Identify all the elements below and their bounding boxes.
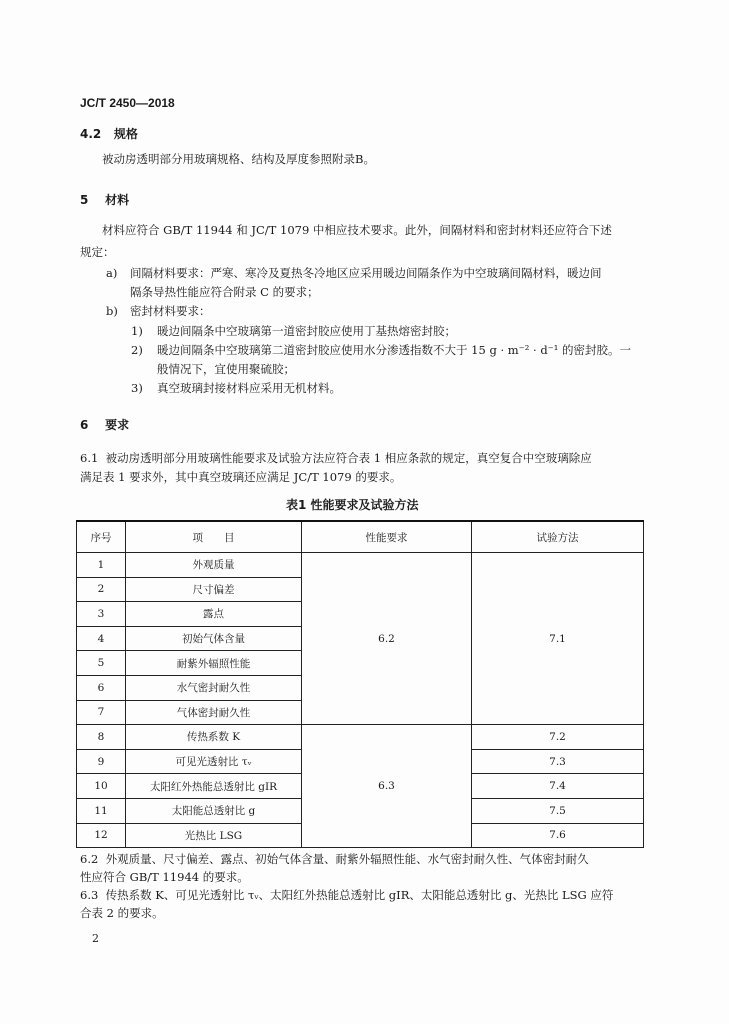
row-number: 1 (77, 553, 126, 578)
row-number: 3 (77, 602, 126, 627)
section-6-1-line1 (80, 451, 592, 465)
method-cell: 7.5 (472, 798, 644, 823)
col-header-requirement: 性能要求 (302, 521, 472, 553)
item-b3-label: 3) (131, 381, 143, 395)
row-number: 9 (77, 749, 126, 774)
row-item: 初始气体含量 (126, 626, 302, 651)
section-number: 5 (80, 193, 89, 207)
row-item: 可见光透射比 τᵥ (126, 749, 302, 774)
col-header-item: 项 目 (126, 521, 302, 553)
row-item: 耐紫外辐照性能 (126, 651, 302, 676)
section-6-2-line1 (80, 852, 589, 866)
table-header-row (77, 521, 644, 553)
item-b3-text: 真空玻璃封接材料应采用无机材料。 (157, 381, 341, 395)
section-4-2-heading (80, 125, 138, 142)
requirement-cell: 6.2 (302, 553, 472, 725)
method-cell: 7.1 (472, 553, 644, 725)
section-number: 6.2 (80, 852, 99, 866)
method-cell: 7.3 (472, 749, 644, 774)
row-item: 水气密封耐久性 (126, 675, 302, 700)
row-number: 5 (77, 651, 126, 676)
col-header-method: 试验方法 (472, 521, 644, 553)
section-5-heading (80, 191, 129, 208)
item-a-label: a) (106, 266, 118, 280)
row-item: 传热系数 K (126, 725, 302, 750)
section-number: 6.3 (80, 888, 99, 902)
row-number: 10 (77, 774, 126, 799)
document-code: JC/T 2450—2018 (80, 96, 175, 110)
item-b2-label: 2) (131, 343, 143, 357)
item-a-line1: 间隔材料要求：严寒、寒冷及夏热冬冷地区应采用暖边间隔条作为中空玻璃间隔材料，暖边间 (130, 266, 602, 280)
row-item: 太阳红外热能总透射比 gIR (126, 774, 302, 799)
row-number: 2 (77, 577, 126, 602)
method-cell: 7.4 (472, 774, 644, 799)
item-b-line1: 密封材料要求： (130, 304, 211, 318)
table-row (77, 553, 644, 578)
section-6-3-line1 (80, 888, 613, 902)
section-title: 规格 (113, 127, 138, 141)
item-b1-label: 1) (131, 324, 143, 338)
row-item: 太阳能总透射比 g (126, 798, 302, 823)
method-cell: 7.6 (472, 823, 644, 848)
section-6-heading (80, 416, 129, 433)
section-6-2-text: 外观质量、尺寸偏差、露点、初始气体含量、耐紫外辐照性能、水气密封耐久性、气体密封耐久 (105, 852, 589, 866)
row-number: 7 (77, 700, 126, 725)
section-4-2-body: 被动房透明部分用玻璃规格、结构及厚度参照附录B。 (102, 152, 375, 166)
row-item: 气体密封耐久性 (126, 700, 302, 725)
row-number: 4 (77, 626, 126, 651)
item-b2-line1: 暖边间隔条中空玻璃第二道密封胶应使用水分渗透指数不大于 15 g · m⁻² · d⁻¹ 的密封胶。一 (157, 343, 632, 357)
performance-table (76, 520, 644, 848)
table-row (77, 725, 644, 750)
item-b-label: b) (106, 304, 118, 318)
row-number: 11 (77, 798, 126, 823)
item-b1-text: 暖边间隔条中空玻璃第一道密封胶应使用丁基热熔密封胶； (157, 324, 456, 338)
col-header-no: 序号 (77, 521, 126, 553)
row-item: 尺寸偏差 (126, 577, 302, 602)
section-number: 4.2 (80, 127, 102, 141)
section-number: 6.1 (80, 451, 99, 465)
row-item: 露点 (126, 602, 302, 627)
method-cell: 7.2 (472, 725, 644, 750)
requirement-cell: 6.3 (302, 725, 472, 848)
row-number: 8 (77, 725, 126, 750)
section-6-2-line2: 性应符合 GB/T 11944 的要求。 (80, 870, 249, 884)
section-number: 6 (80, 418, 89, 432)
item-a-line2: 隔条导热性能应符合附录 C 的要求； (130, 285, 319, 299)
section-5-intro-line1: 材料应符合 GB/T 11944 和 JC/T 1079 中相应技术要求。此外，间隔材料和密封材料还应符合下述 (102, 223, 612, 237)
section-6-3-line2: 合表 2 的要求。 (80, 906, 164, 920)
section-6-1-text: 被动房透明部分用玻璃性能要求及试验方法应符合表 1 相应条款的规定，真空复合中空玻璃除应 (105, 451, 592, 465)
section-title: 材料 (105, 193, 130, 207)
section-6-3-text: 传热系数 K、可见光透射比 τᵥ、太阳红外热能总透射比 gIR、太阳能总透射比 g、光热比 LSG 应符 (105, 888, 614, 902)
item-b2-line2: 般情况下，宜使用聚硫胶； (157, 362, 295, 376)
page-number: 2 (92, 932, 99, 945)
section-5-intro-line2: 规定： (80, 245, 115, 259)
row-item: 外观质量 (126, 553, 302, 578)
row-item: 光热比 LSG (126, 823, 302, 848)
row-number: 12 (77, 823, 126, 848)
section-title: 要求 (105, 418, 130, 432)
table-caption: 表1 性能要求及试验方法 (286, 498, 419, 512)
row-number: 6 (77, 675, 126, 700)
section-6-1-line2: 满足表 1 要求外，其中真空玻璃还应满足 JC/T 1079 的要求。 (80, 470, 402, 484)
